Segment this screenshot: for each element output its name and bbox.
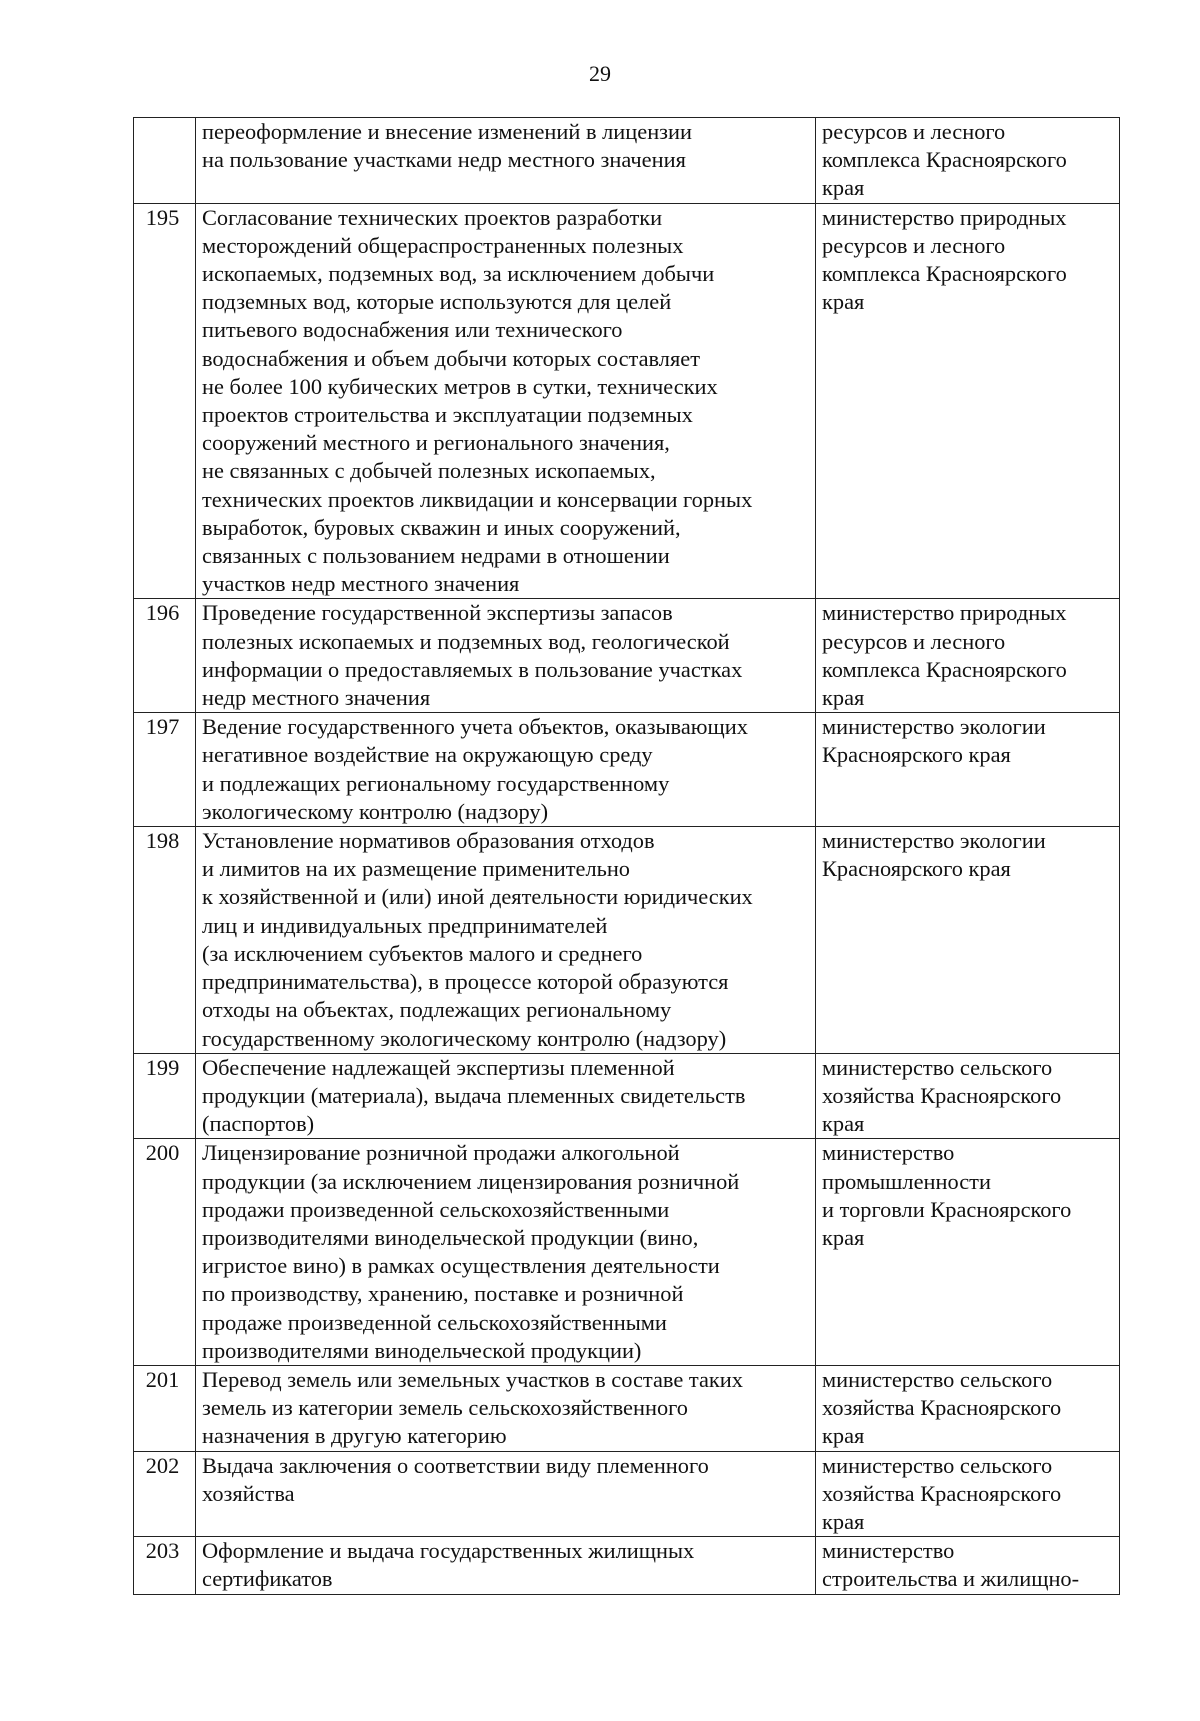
description-line: производителями винодельческой продукции (вино,: [202, 1224, 699, 1250]
responsible-body-line: края: [822, 685, 865, 711]
description-line: предпринимательства), в процессе которой образуются: [202, 969, 729, 995]
row-number: 196: [134, 599, 196, 713]
description-line: (за исключением субъектов малого и среднего: [202, 940, 643, 966]
description-line: переоформление и внесение изменений в лицензии: [202, 119, 692, 144]
table-body: [134, 118, 1120, 1595]
table-row: [134, 599, 1120, 713]
description-line: подземных вод, которые используются для целей: [202, 289, 672, 315]
description-line: игристое вино) в рамках осуществления деятельности: [202, 1253, 720, 1279]
responsible-body-line: министерство природных: [822, 600, 1067, 626]
description-line: Перевод земель или земельных участков в составе таких: [202, 1366, 743, 1392]
function-description: [196, 1139, 816, 1366]
responsible-body-line: края: [822, 1111, 865, 1137]
description-line: не более 100 кубических метров в сутки, технических: [202, 373, 718, 399]
description-line: продаже произведенной сельскохозяйственными: [202, 1309, 667, 1335]
responsible-body: [816, 599, 1120, 713]
description-line: государственному экологическому контролю (надзору): [202, 1025, 727, 1051]
description-line: не связанных с добычей полезных ископаемых,: [202, 458, 656, 484]
table-row: [134, 1451, 1120, 1537]
responsible-body-line: хозяйства Красноярского: [822, 1395, 1062, 1421]
table-row: [134, 713, 1120, 827]
row-number: 203: [134, 1537, 196, 1594]
responsible-body-line: министерство сельского: [822, 1054, 1053, 1080]
function-description: [196, 118, 816, 204]
function-description: [196, 203, 816, 599]
row-number: 201: [134, 1365, 196, 1451]
description-line: лиц и индивидуальных предпринимателей: [202, 912, 608, 938]
responsible-body: [816, 713, 1120, 827]
description-line: месторождений общераспространенных полезных: [202, 232, 684, 258]
responsible-body: [816, 1537, 1120, 1594]
description-line: на пользование участками недр местного значения: [202, 147, 686, 173]
responsible-body: [816, 1139, 1120, 1366]
responsible-body-line: комплекса Красноярского: [822, 656, 1067, 682]
responsible-body-line: комплекса Красноярского: [822, 147, 1067, 173]
responsible-body-line: промышленности: [822, 1168, 991, 1194]
responsible-body-line: ресурсов и лесного: [822, 628, 1006, 654]
responsible-body-line: хозяйства Красноярского: [822, 1480, 1062, 1506]
description-line: к хозяйственной и (или) иной деятельности юридических: [202, 884, 753, 910]
table-row: [134, 827, 1120, 1054]
table-row: [134, 1139, 1120, 1366]
description-line: продукции (материала), выдача племенных свидетельств: [202, 1082, 746, 1108]
row-number: 197: [134, 713, 196, 827]
row-number: 195: [134, 203, 196, 599]
responsible-body-line: и торговли Красноярского: [822, 1196, 1072, 1222]
function-description: [196, 1365, 816, 1451]
responsible-body: [816, 1365, 1120, 1451]
description-line: Лицензирование розничной продажи алкогольной: [202, 1140, 680, 1166]
description-line: ископаемых, подземных вод, за исключением добычи: [202, 261, 715, 287]
description-line: сертификатов: [202, 1566, 333, 1592]
description-line: Установление нормативов образования отходов: [202, 828, 655, 854]
responsible-body-line: строительства и жилищно-: [822, 1566, 1080, 1592]
table-row: [134, 1537, 1120, 1594]
responsible-body-line: края: [822, 175, 865, 201]
function-description: [196, 827, 816, 1054]
description-line: экологическому контролю (надзору): [202, 798, 549, 824]
page-number: 29: [589, 61, 611, 86]
row-number: 199: [134, 1053, 196, 1139]
function-description: [196, 713, 816, 827]
description-line: назначения в другую категорию: [202, 1423, 507, 1449]
functions-table: [133, 117, 1120, 1595]
description-line: водоснабжения и объем добычи которых составляет: [202, 345, 700, 371]
description-line: проектов строительства и эксплуатации подземных: [202, 402, 693, 428]
responsible-body-line: министерство экологии: [822, 714, 1046, 740]
description-line: связанных с пользованием недрами в отношении: [202, 543, 670, 569]
description-line: сооружений местного и регионального значения,: [202, 430, 670, 456]
description-line: и лимитов на их размещение применительно: [202, 856, 631, 882]
row-number: 198: [134, 827, 196, 1054]
description-line: продукции (за исключением лицензирования розничной: [202, 1168, 740, 1194]
responsible-body-line: министерство природных: [822, 204, 1067, 230]
description-line: хозяйства: [202, 1480, 295, 1506]
description-line: продажи произведенной сельскохозяйственными: [202, 1196, 670, 1222]
row-number: 202: [134, 1451, 196, 1537]
description-line: выработок, буровых скважин и иных сооружений,: [202, 514, 681, 540]
description-line: полезных ископаемых и подземных вод, геологической: [202, 628, 730, 654]
description-line: Проведение государственной экспертизы запасов: [202, 600, 673, 626]
description-line: участков недр местного значения: [202, 571, 520, 597]
responsible-body-line: хозяйства Красноярского: [822, 1082, 1062, 1108]
description-line: Оформление и выдача государственных жилищных: [202, 1538, 695, 1564]
description-line: отходы на объектах, подлежащих региональному: [202, 997, 672, 1023]
table-row: [134, 118, 1120, 204]
responsible-body-line: края: [822, 1508, 865, 1534]
description-line: (паспортов): [202, 1111, 315, 1137]
description-line: технических проектов ликвидации и консервации горных: [202, 486, 753, 512]
description-line: и подлежащих региональному государственному: [202, 770, 670, 796]
table-row: [134, 1053, 1120, 1139]
description-line: Обеспечение надлежащей экспертизы племенной: [202, 1054, 675, 1080]
function-description: [196, 1451, 816, 1537]
responsible-body: [816, 1053, 1120, 1139]
description-line: информации о предоставляемых в пользование участках: [202, 656, 743, 682]
function-description: [196, 599, 816, 713]
function-description: [196, 1537, 816, 1594]
function-description: [196, 1053, 816, 1139]
row-number: [134, 118, 196, 204]
responsible-body: [816, 118, 1120, 204]
description-line: негативное воздействие на окружающую среду: [202, 742, 653, 768]
responsible-body-line: Красноярского края: [822, 742, 1011, 768]
responsible-body-line: ресурсов и лесного: [822, 119, 1006, 144]
responsible-body-line: министерство экологии: [822, 828, 1046, 854]
responsible-body: [816, 203, 1120, 599]
description-line: питьевого водоснабжения или технического: [202, 317, 623, 343]
responsible-body: [816, 1451, 1120, 1537]
description-line: по производству, хранению, поставке и розничной: [202, 1281, 684, 1307]
responsible-body-line: Красноярского края: [822, 856, 1011, 882]
responsible-body-line: министерство сельского: [822, 1452, 1053, 1478]
responsible-body-line: края: [822, 289, 865, 315]
table-row: [134, 203, 1120, 599]
description-line: недр местного значения: [202, 685, 431, 711]
responsible-body-line: министерство сельского: [822, 1366, 1053, 1392]
responsible-body-line: министерство: [822, 1140, 955, 1166]
responsible-body-line: комплекса Красноярского: [822, 261, 1067, 287]
responsible-body: [816, 827, 1120, 1054]
responsible-body-line: края: [822, 1423, 865, 1449]
row-number: 200: [134, 1139, 196, 1366]
description-line: земель из категории земель сельскохозяйственного: [202, 1395, 688, 1421]
description-line: Согласование технических проектов разработки: [202, 204, 663, 230]
description-line: Ведение государственного учета объектов, оказывающих: [202, 714, 748, 740]
responsible-body-line: министерство: [822, 1538, 955, 1564]
responsible-body-line: края: [822, 1224, 865, 1250]
responsible-body-line: ресурсов и лесного: [822, 232, 1006, 258]
table-row: [134, 1365, 1120, 1451]
description-line: Выдача заключения о соответствии виду племенного: [202, 1452, 709, 1478]
description-line: производителями винодельческой продукции): [202, 1337, 642, 1363]
